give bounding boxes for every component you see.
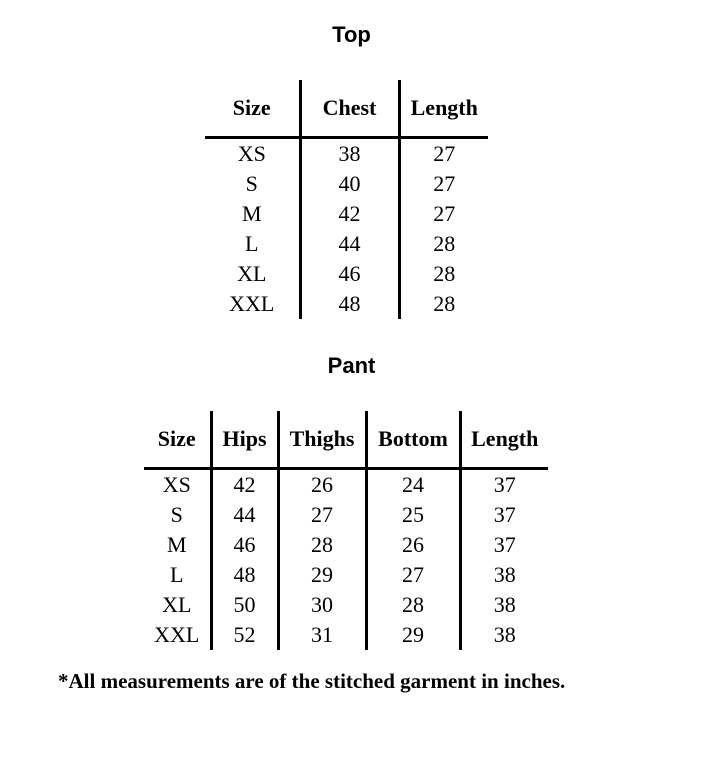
cell-size: XL	[144, 590, 211, 620]
cell-chest: 46	[300, 259, 399, 289]
cell-length: 28	[433, 261, 456, 286]
cell-chest: 42	[300, 199, 399, 229]
table-row	[144, 469, 548, 501]
cell-thighs: 27	[278, 500, 366, 530]
table-row	[205, 138, 488, 170]
cell-size: M	[205, 199, 300, 229]
cell-size: S	[205, 169, 300, 199]
cell-hips: 46	[211, 530, 278, 560]
table-row	[205, 259, 488, 289]
cell-thighs: 28	[278, 530, 366, 560]
cell-length: 37	[493, 502, 516, 527]
table-row	[144, 620, 548, 650]
cell-hips: 50	[211, 590, 278, 620]
header-length: Length	[399, 80, 488, 138]
cell-thighs: 29	[278, 560, 366, 590]
cell-bottom: 29	[366, 620, 460, 650]
cell-chest: 48	[300, 289, 399, 319]
cell-length: 38	[493, 592, 516, 617]
header-thighs: Thighs	[278, 411, 366, 469]
cell-size: XS	[205, 138, 300, 170]
cell-chest: 40	[300, 169, 399, 199]
table-header-row	[205, 80, 488, 138]
cell-chest: 38	[300, 138, 399, 170]
pant-size-table	[144, 411, 548, 650]
cell-hips: 42	[211, 469, 278, 501]
cell-bottom: 26	[366, 530, 460, 560]
cell-length: 38	[493, 622, 516, 647]
cell-size: XXL	[205, 289, 300, 319]
cell-size: XXL	[144, 620, 211, 650]
table-row	[144, 560, 548, 590]
header-hips: Hips	[211, 411, 278, 469]
cell-length: 27	[433, 141, 456, 166]
table-row	[144, 590, 548, 620]
cell-hips: 44	[211, 500, 278, 530]
table-row	[205, 289, 488, 319]
table-row	[205, 229, 488, 259]
cell-thighs: 31	[278, 620, 366, 650]
cell-length: 37	[493, 472, 516, 497]
table-row	[205, 199, 488, 229]
top-size-table	[205, 80, 488, 319]
cell-length: 37	[493, 532, 516, 557]
table-header-row	[144, 411, 548, 469]
header-size: Size	[205, 80, 300, 138]
cell-chest: 44	[300, 229, 399, 259]
cell-length: 27	[433, 201, 456, 226]
table-row	[144, 500, 548, 530]
cell-length: 28	[433, 291, 456, 316]
cell-size: M	[144, 530, 211, 560]
cell-size: S	[144, 500, 211, 530]
cell-size: XL	[205, 259, 300, 289]
pant-title: Pant	[327, 353, 376, 378]
cell-size: XS	[144, 469, 211, 501]
cell-bottom: 28	[366, 590, 460, 620]
header-chest: Chest	[300, 80, 399, 138]
cell-hips: 52	[211, 620, 278, 650]
cell-thighs: 26	[278, 469, 366, 501]
cell-length: 27	[433, 171, 456, 196]
cell-thighs: 30	[278, 590, 366, 620]
cell-length: 28	[433, 231, 456, 256]
header-length: Length	[460, 411, 548, 469]
cell-bottom: 25	[366, 500, 460, 530]
cell-bottom: 24	[366, 469, 460, 501]
table-row	[205, 169, 488, 199]
cell-size: L	[144, 560, 211, 590]
cell-bottom: 27	[366, 560, 460, 590]
header-size: Size	[144, 411, 211, 469]
cell-size: L	[205, 229, 300, 259]
cell-length: 38	[493, 562, 516, 587]
measurement-note: *All measurements are of the stitched garment in inches.	[58, 669, 566, 693]
table-row	[144, 530, 548, 560]
top-title: Top	[332, 22, 371, 47]
cell-hips: 48	[211, 560, 278, 590]
header-bottom: Bottom	[366, 411, 460, 469]
